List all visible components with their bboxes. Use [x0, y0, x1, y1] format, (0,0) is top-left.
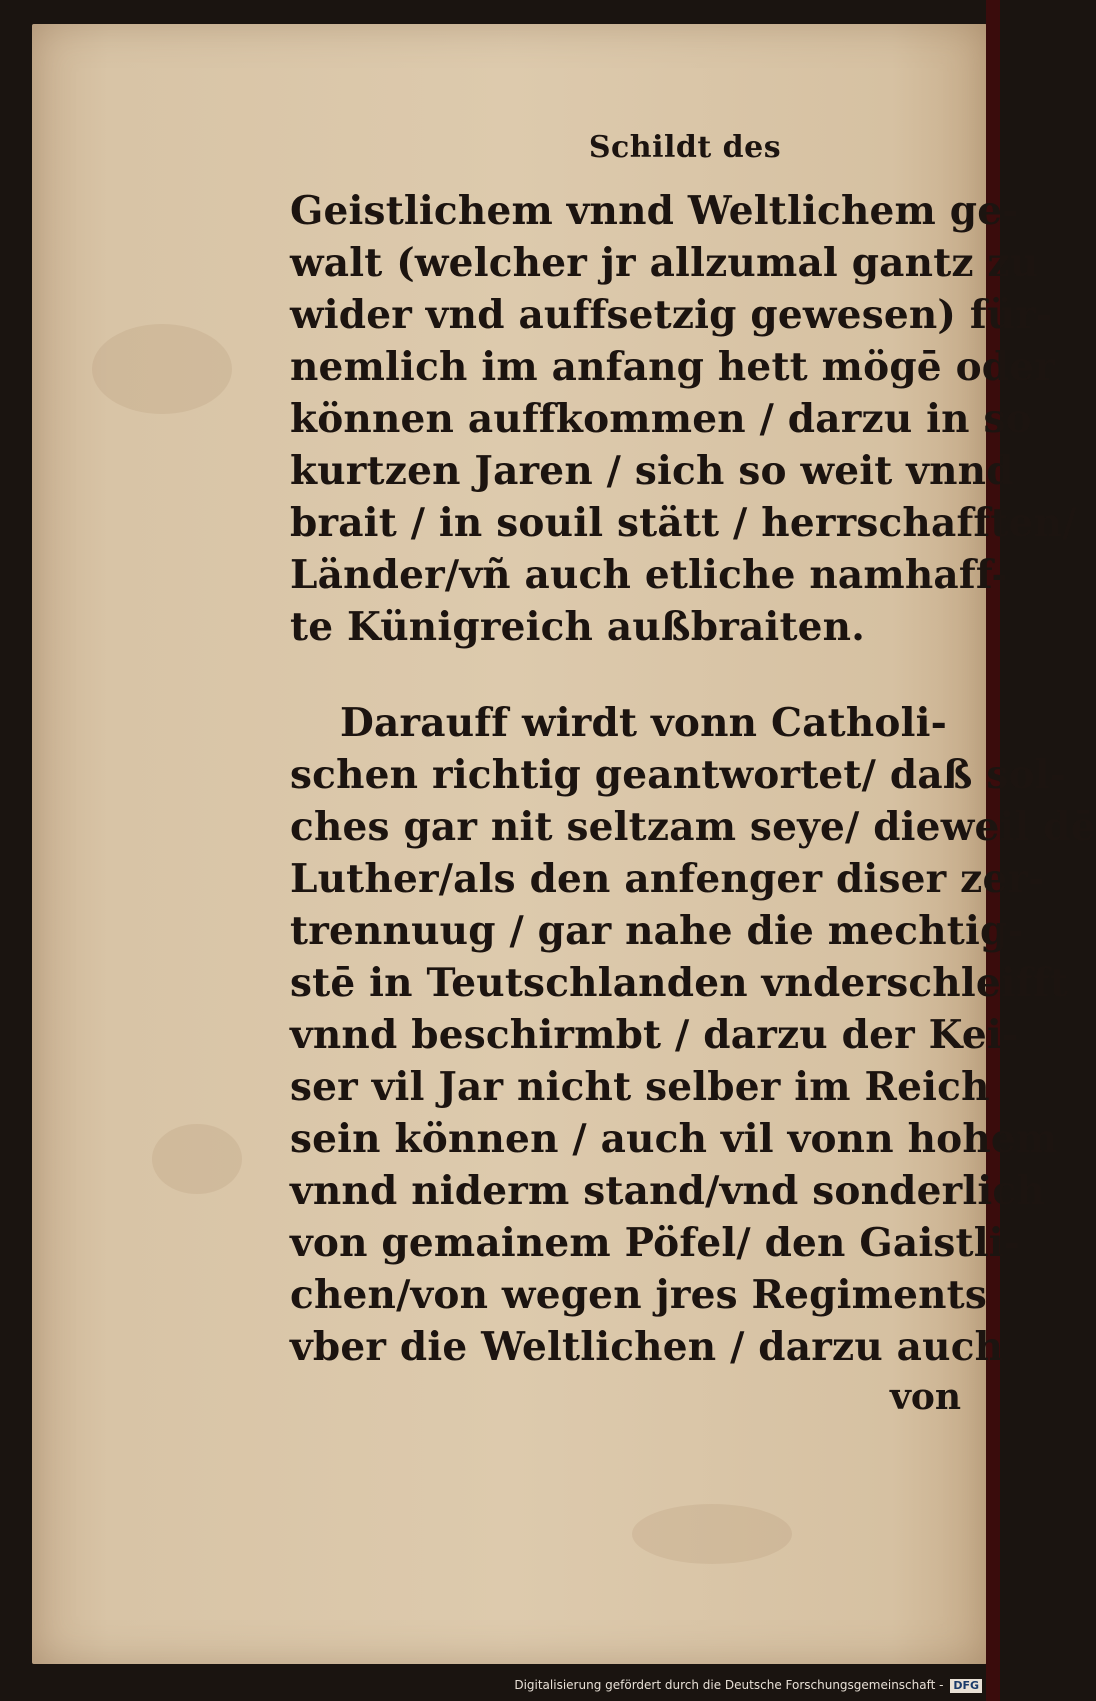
- text-line: sein können / auch vil vonn hohem: [290, 1116, 1058, 1162]
- text-line: ser vil Jar nicht selber im Reich: [290, 1064, 990, 1110]
- text-line: trennuug / gar nahe die mechtig-: [290, 908, 1024, 954]
- text-line: brait / in souil stätt / herrschafften/: [290, 500, 1077, 546]
- text-line: schen richtig geantwortet/ daß sol-: [290, 752, 1067, 798]
- text-line: Länder/vñ auch etliche namhaff-: [290, 552, 1008, 598]
- text-line: ches gar nit seltzam seye/ dieweil dē: [290, 804, 1096, 850]
- running-head: Schildt des: [588, 130, 782, 165]
- catchword: von: [890, 1376, 962, 1418]
- text-line: vnnd beschirmbt / darzu der Kei-: [290, 1012, 1019, 1058]
- text-line: vnnd niderm stand/vnd sonderlich: [290, 1168, 1045, 1214]
- credit-text: Digitalisierung gefördert durch die Deutsche Forschungsgemeinschaft -: [514, 1678, 944, 1692]
- text-line: Geistlichem vnnd Weltlichem ge-: [290, 188, 1019, 234]
- text-line: nemlich im anfang hett mögē oder: [290, 344, 1056, 390]
- foxing-stain: [152, 1124, 242, 1194]
- text-line: vber die Weltlichen / darzu auch: [290, 1324, 1004, 1370]
- text-line: stē in Teutschlanden vnderschleifft: [290, 960, 1069, 1006]
- text-line: te Künigreich außbraiten.: [290, 604, 866, 650]
- text-line: walt (welcher jr allzumal gantz zu: [290, 240, 1039, 286]
- text-line: chen/von wegen jres Regiments: [290, 1272, 988, 1318]
- digitization-credit: [514, 1678, 982, 1693]
- text-line: Luther/als den anfenger diser zer-: [290, 856, 1045, 902]
- text-line: kurtzen Jaren / sich so weit vnnd: [290, 448, 1014, 494]
- text-line: wider vnd auffsetzig gewesen) für-: [290, 292, 1053, 338]
- text-line: Darauff wirdt vonn Catholi-: [340, 700, 948, 746]
- foxing-stain: [92, 324, 232, 414]
- text-line: können auffkommen / darzu in so: [290, 396, 1032, 442]
- text-line: von gemainem Pöfel/ den Gaistli-: [290, 1220, 1021, 1266]
- dfg-logo: DFG: [950, 1679, 982, 1693]
- foxing-stain: [632, 1504, 792, 1564]
